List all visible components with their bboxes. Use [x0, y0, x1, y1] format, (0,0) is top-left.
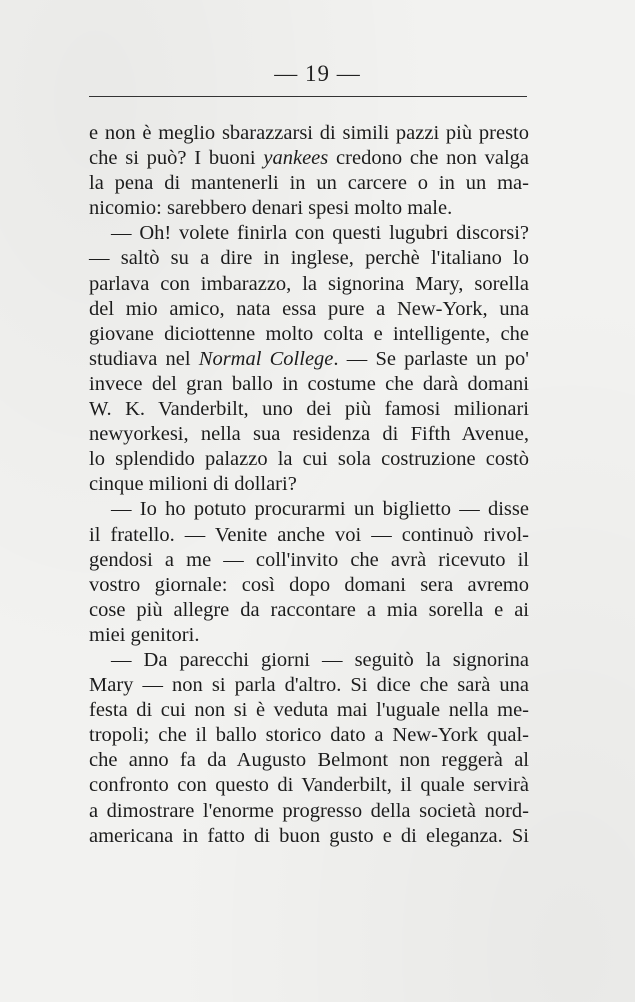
- text-segment: — Da parecchi giorni — seguitò la signorina: [111, 648, 529, 671]
- text-segment: — Io ho potuto procurarmi un biglietto — disse: [111, 498, 529, 521]
- text-segment: cose più allegre da raccontare a mia sorella e ai: [89, 598, 529, 621]
- text-segment: che anno fa da Augusto Belmont non reggerà al: [89, 749, 529, 772]
- text-segment: newyorkesi, nella sua residenza di Fifth Avenue,: [89, 423, 529, 446]
- text-line: [89, 648, 529, 673]
- text-segment: credono che non valga: [328, 147, 529, 170]
- text-line: [89, 221, 529, 246]
- text-line: [89, 272, 529, 297]
- text-segment: festa di cui non si è veduta mai l'uguale nella me-: [89, 699, 529, 722]
- body-text: [89, 121, 529, 849]
- text-line: [89, 548, 529, 573]
- text-segment: — saltò su a dire in inglese, perchè l'italiano lo: [89, 247, 529, 270]
- text-segment: gendosi a me — coll'invito che avrà ricevuto il: [89, 548, 529, 571]
- text-line: [89, 723, 529, 748]
- text-segment: vostro giornale: così dopo domani sera avremo: [89, 573, 529, 596]
- header-rule: [89, 96, 527, 97]
- text-line: [89, 799, 529, 824]
- text-line: [89, 121, 529, 146]
- text-line: [89, 171, 529, 196]
- page-number: — 19 —: [274, 61, 361, 86]
- text-segment: studiava nel: [89, 347, 199, 370]
- text-segment: tropoli; che il ballo storico dato a New-York qual-: [89, 724, 529, 747]
- text-line: [89, 322, 529, 347]
- text-line: [89, 422, 529, 447]
- text-line: [89, 623, 529, 648]
- text-line: [89, 497, 529, 522]
- text-segment: che si può? I buoni: [89, 147, 264, 170]
- text-line: [89, 447, 529, 472]
- text-segment: W. K. Vanderbilt, uno dei più famosi milionari: [89, 398, 529, 421]
- italic-text: yankees: [263, 147, 329, 170]
- text-line: [89, 698, 529, 723]
- text-line: [89, 146, 529, 171]
- text-segment: del mio amico, nata essa pure a New-York, una: [89, 297, 529, 320]
- text-segment: nicomio: sarebbero denari spesi molto male.: [89, 197, 453, 220]
- text-line: [89, 598, 529, 623]
- text-line: [89, 246, 529, 271]
- text-line: [89, 573, 529, 598]
- text-segment: — Oh! volete finirla con questi lugubri discorsi?: [111, 222, 529, 245]
- text-line: [89, 673, 529, 698]
- text-line: [89, 773, 529, 798]
- italic-text: Normal College: [198, 347, 334, 370]
- text-segment: . — Se parlaste un po': [333, 347, 529, 370]
- text-line: [89, 748, 529, 773]
- text-line: [89, 472, 529, 497]
- text-segment: confronto con questo di Vanderbilt, il quale servirà: [89, 774, 529, 797]
- text-segment: Mary — non si parla d'altro. Si dice che sarà una: [89, 674, 529, 697]
- text-segment: cinque milioni di dollari?: [89, 473, 297, 496]
- text-segment: il fratello. — Venite anche voi — continuò rivol-: [89, 523, 529, 546]
- text-segment: a dimostrare l'enorme progresso della società nord-: [89, 799, 529, 822]
- text-segment: la pena di mantenerli in un carcere o in un ma-: [89, 172, 529, 195]
- text-line: [89, 347, 529, 372]
- text-segment: lo splendido palazzo la cui sola costruzione costò: [89, 448, 529, 471]
- text-segment: americana in fatto di buon gusto e di eleganza. Si: [89, 824, 529, 847]
- text-line: [89, 372, 529, 397]
- text-segment: parlava con imbarazzo, la signorina Mary, sorella: [89, 272, 529, 295]
- text-segment: giovane diciottenne molto colta e intelligente, che: [89, 322, 529, 345]
- text-line: [89, 523, 529, 548]
- text-segment: invece del gran ballo in costume che darà domani: [89, 372, 529, 395]
- text-line: [89, 196, 529, 221]
- text-line: [89, 297, 529, 322]
- text-line: [89, 397, 529, 422]
- text-line: [89, 824, 529, 849]
- text-segment: e non è meglio sbarazzarsi di simili pazzi più presto: [89, 122, 529, 144]
- text-segment: miei genitori.: [89, 623, 200, 646]
